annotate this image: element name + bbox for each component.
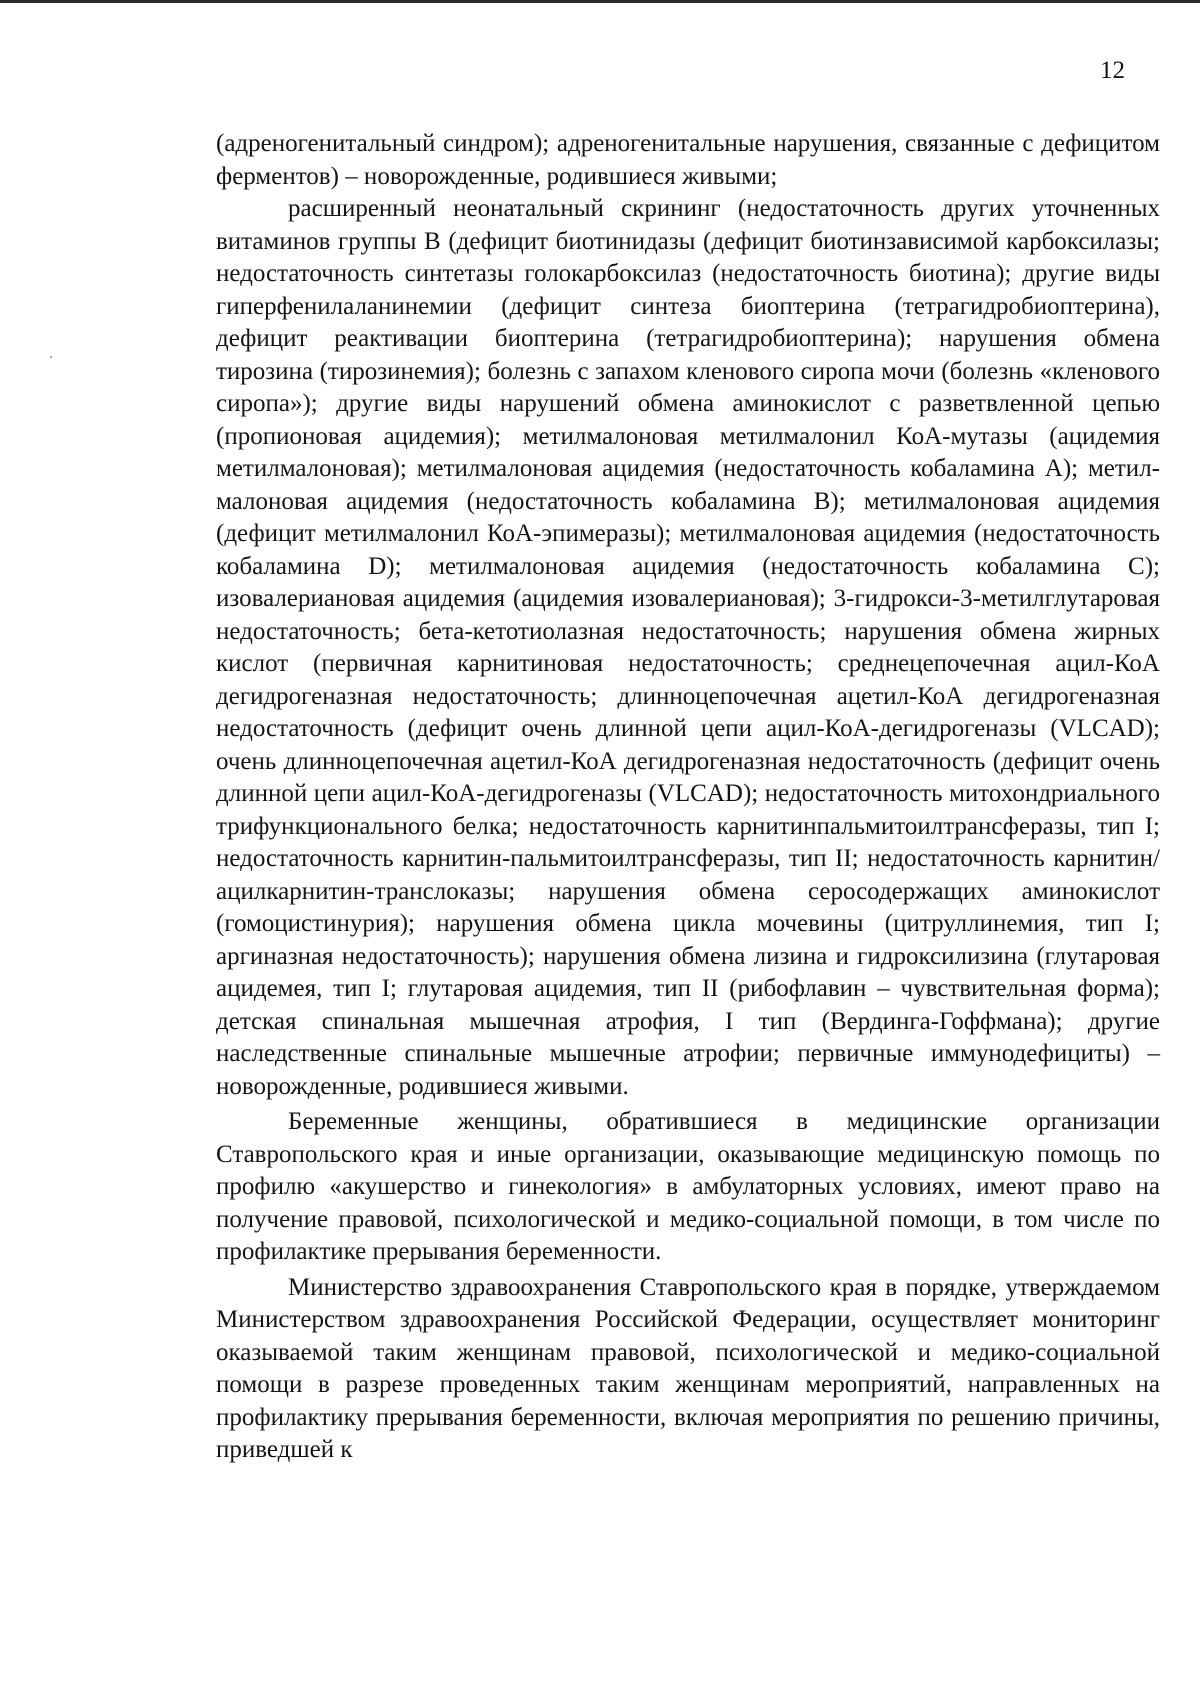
paragraph-extended-screening: расширенный неонатальный скрининг (недостаточность других уточненных витаминов группы B (дефицит биотинидазы (дефицит биотинзависимой карбоксилазы; недостаточность синтетазы голокарбоксилаз (недостаточность биотина); другие виды гиперфенилаланинемии (дефицит синтеза биоптерина (тетрагидробиоптерина), дефицит реактивации биоптерина (тетрагидробиоптерина); нарушения обмена тирозина (тирозинемия); болезнь с запахом кленового сиропа мочи (болезнь «кленового сиропа»); другие виды нарушений обмена аминокислот с разветвленной цепью (пропионовая ацидемия); метилмалоновая метилмалонил КоА-мутазы (ацидемия метилмалоновая); метилмалоновая ацидемия (недостаточность кобаламина A); метилмалоновая ацидемия (недостаточность кобаламина B); метилмалоновая ацидемия (дефицит метилмалонил КоА-эпимеразы); метилмалоновая ацидемия (недостаточность кобаламина D); метилмалоновая ацидемия (недостаточность кобаламина C); изовалериановая ацидемия (ацидемия изовалериановая); 3-гидрокси-3-метилглутаровая недостаточность; бета-кетотиолазная недостаточность; нарушения обмена жирных кислот (первичная карнитиновая недостаточность; среднецепочечная ацил-КоА дегидрогеназная недостаточность; длинноцепочечная ацетил-КоА дегидрогеназная недостаточность (дефицит очень длинной цепи ацил-КоА-дегидрогеназы (VLCAD); очень длинноцепочечная ацетил-КоА дегидрогеназная недостаточность (дефицит очень длинной цепи ацил-КоА-дегидрогеназы (VLCAD); недостаточность митохондриального трифункционального белка; недостаточность карнитинпальмитоилтрансферазы, тип I; недостаточность карнитин-пальмитоилтрансферазы, тип II; недостаточность карнитин/ацилкарнитин-транслоказы; нарушения обмена серосодержащих аминокислот (гомоцистинурия); нарушения обмена цикла мочевины (цитруллинемия, тип I; аргиназная недостаточность); нарушения обмена лизина и гидроксилизина (глутаровая ацидемея, тип I; глутаровая ацидемия, тип II (рибофлавин – чувствительная форма); детская спинальная мышечная атрофия, I тип (Вердинга-Гоффмана); другие наследственные спинальные мышечные атрофии; первичные иммунодефициты) – новорожденные, родившиеся живыми. [216,195,1160,1100]
paragraph-continuation: (адреногенитальный синдром); адреногенитальные нарушения, связанные с дефицитом ферментов) – новорожденные, родившиеся живыми; [216,130,1160,190]
document-body [216,128,1160,1467]
scan-speck [50,356,52,358]
scan-top-edge [0,0,1200,3]
paragraph-ministry-monitoring: Министерство здравоохранения Ставропольского края в порядке, утверждаемом Министерством здравоохранения Российской Федерации, осуществляет мониторинг оказываемой таким женщинам правовой, психологической и медико-социальной помощи в разрезе проведенных таким женщинам мероприятий, направленных на профилактику прерывания беременности, включая мероприятия по решению причины, приведшей к [216,1273,1160,1463]
paragraph-pregnant-women: Беременные женщины, обратившиеся в медицинские организации Ставропольского края и иные организации, оказывающие медицинскую помощь по профилю «акушерство и гинекология» в амбулаторных условиях, имеют право на получение правовой, психологической и медико-социальной помощи, в том числе по профилактике прерывания беременности. [216,1108,1160,1265]
page-number: 12 [1100,57,1125,84]
